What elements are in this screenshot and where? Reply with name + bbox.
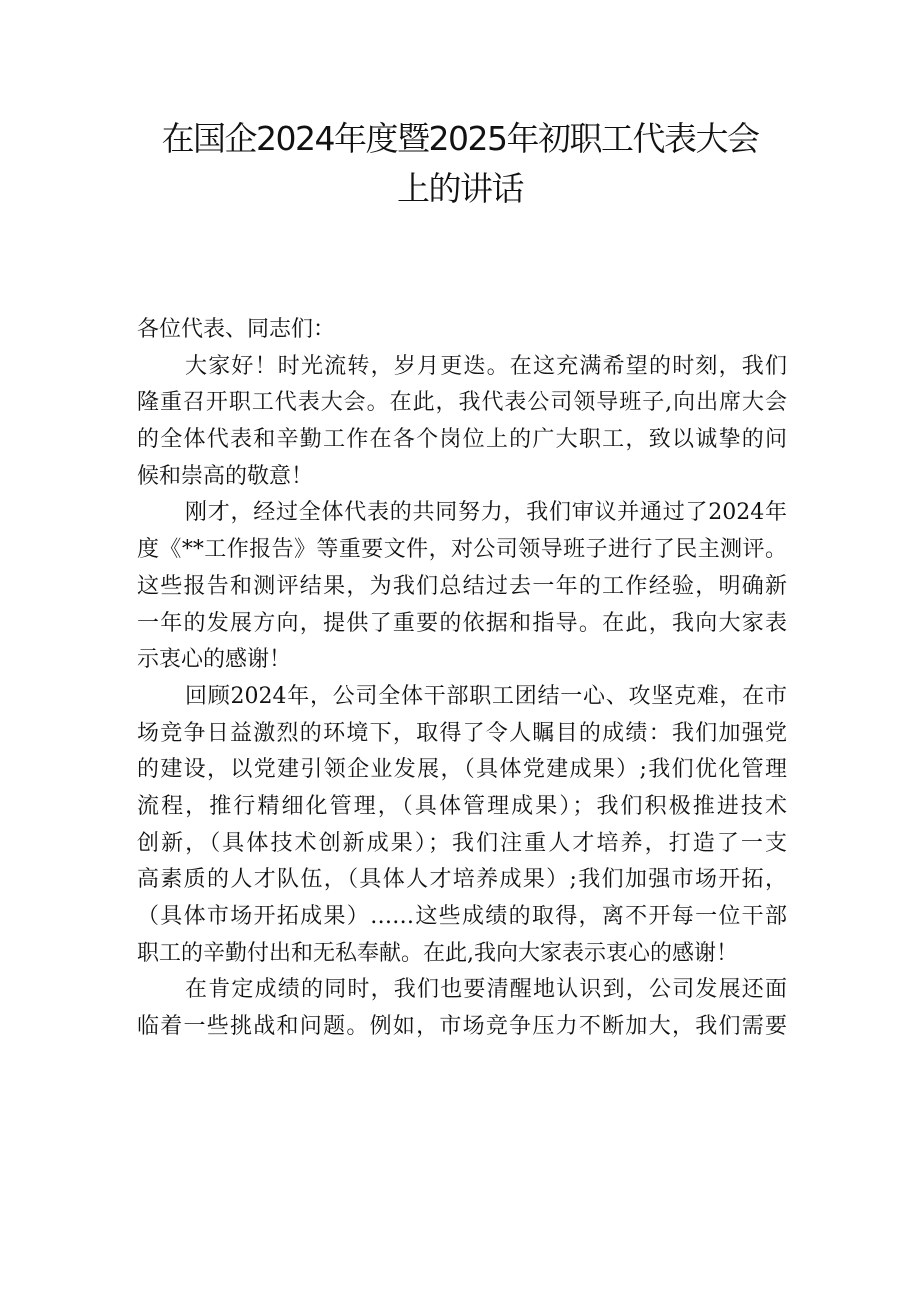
paragraph-line: 职工的辛勤付出和无私奉献。在此,我向大家表示衷心的感谢！ (137, 940, 738, 966)
paragraph-line: 临着一些挑战和问题。例如，市场竞争压力不断加大，我们需要 (137, 1014, 787, 1040)
paragraph-line: 候和崇高的敬意！ (137, 463, 314, 489)
paragraph-3 (137, 679, 787, 973)
paragraph-line: 隆重召开职工代表大会。在此，我代表公司领导班子,向出席大会 (137, 390, 787, 416)
paragraph-line: 在肯定成绩的同时，我们也要清醒地认识到，公司发展还面 (185, 977, 787, 1003)
paragraph-line: 这些报告和测评结果，为我们总结过去一年的工作经验，明确新 (137, 573, 787, 599)
paragraph-line: 度《**工作报告》等重要文件，对公司领导班子进行了民主测评。 (137, 537, 787, 563)
paragraph-line: 一年的发展方向，提供了重要的依据和指导。在此，我向大家表 (137, 610, 787, 636)
salutation: 各位代表、同志们： (137, 317, 336, 342)
title-line-1: 在国企2024年度暨2025年初职工代表大会 (161, 119, 759, 158)
paragraph-2 (137, 495, 787, 678)
document-title (120, 114, 800, 214)
paragraph-line: 大家好！时光流转，岁月更迭。在这充满希望的时刻，我们 (185, 353, 787, 379)
paragraph-line: 的全体代表和辛勤工作在各个岗位上的广大职工，致以诚挚的问 (137, 427, 787, 453)
paragraph-line: 场竞争日益激烈的环境下，取得了令人瞩目的成绩：我们加强党 (137, 720, 787, 746)
title-line-2: 上的讲话 (397, 169, 523, 208)
paragraph-line: 示衷心的感谢！ (137, 647, 292, 673)
paragraph-line: 刚才，经过全体代表的共同努力，我们审议并通过了2024年 (185, 500, 787, 526)
paragraph-line: 创新，（具体技术创新成果）；我们注重人才培养，打造了一支 (137, 830, 787, 856)
paragraph-1 (137, 349, 787, 496)
paragraph-4 (137, 972, 787, 1045)
paragraph-line: 回顾2024年，公司全体干部职工团结一心、攻坚克难，在市 (185, 683, 787, 709)
paragraph-line: 高素质的人才队伍，（具体人才培养成果）;我们加强市场开拓， (137, 867, 787, 893)
paragraph-line: 流程，推行精细化管理，（具体管理成果）；我们积极推进技术 (137, 793, 787, 819)
paragraph-line: （具体市场开拓成果）……这些成绩的取得，离不开每一位干部 (137, 904, 787, 929)
document-body (137, 312, 787, 1046)
paragraph-line: 的建设，以党建引领企业发展，（具体党建成果）;我们优化管理 (137, 757, 787, 783)
